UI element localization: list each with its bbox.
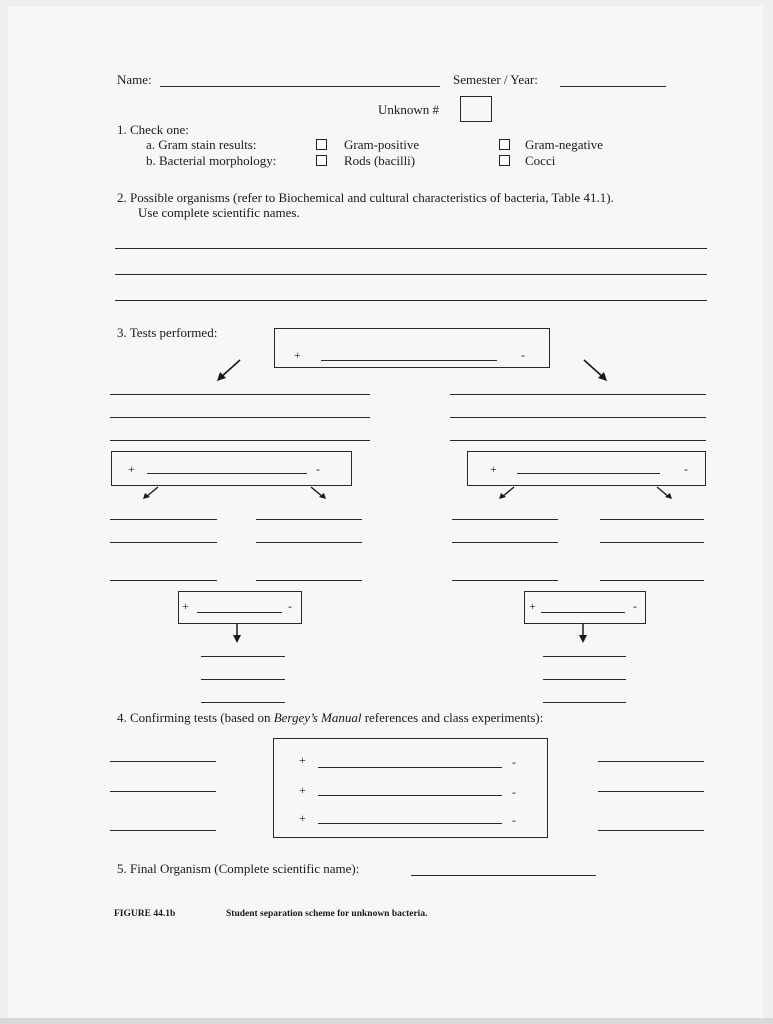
plus-sign: + xyxy=(490,462,497,476)
minus-sign: - xyxy=(316,462,320,476)
left-test-line-1[interactable] xyxy=(110,394,370,395)
arrow-down-right-icon xyxy=(580,358,610,384)
bottom-edge xyxy=(0,1018,773,1024)
confirm-right-line-3[interactable] xyxy=(598,830,704,831)
gram-stain-label: a. Gram stain results: xyxy=(146,137,257,152)
minus-sign: - xyxy=(512,755,516,769)
result-line[interactable] xyxy=(543,679,626,680)
q2-line1: 2. Possible organisms (refer to Biochemical and cultural characteristics of bacteria, Table 41.1). xyxy=(117,190,614,205)
confirming-test-field-2[interactable] xyxy=(318,795,502,796)
cocci-label: Cocci xyxy=(525,153,556,168)
plus-sign: + xyxy=(294,348,301,362)
semester-field[interactable] xyxy=(560,86,666,87)
q1-title: 1. Check one: xyxy=(117,122,189,137)
confirm-left-line-3[interactable] xyxy=(110,830,216,831)
test-field-small-left[interactable] xyxy=(197,612,282,613)
branch-line[interactable] xyxy=(600,580,704,581)
cocci-checkbox[interactable] xyxy=(499,155,510,166)
branch-line[interactable] xyxy=(110,519,217,520)
plus-sign: + xyxy=(299,753,306,767)
q4-title-start: 4. Confirming tests (based on xyxy=(117,710,274,725)
final-organism-field[interactable] xyxy=(411,875,596,876)
gram-negative-label: Gram-negative xyxy=(525,137,603,152)
confirm-left-line-2[interactable] xyxy=(110,791,216,792)
result-line[interactable] xyxy=(543,656,626,657)
test-box-small-right xyxy=(524,591,646,624)
organism-line-2[interactable] xyxy=(115,274,707,275)
q4-title xyxy=(117,710,543,725)
name-label: Name: xyxy=(117,72,152,87)
unknown-number-box[interactable] xyxy=(460,96,492,122)
minus-sign: - xyxy=(521,348,525,362)
q2-line2: Use complete scientific names. xyxy=(138,205,300,220)
branch-line[interactable] xyxy=(600,519,704,520)
confirm-right-line-1[interactable] xyxy=(598,761,704,762)
confirming-test-field-1[interactable] xyxy=(318,767,502,768)
test-field-small-right[interactable] xyxy=(541,612,625,613)
result-line[interactable] xyxy=(201,679,285,680)
gram-positive-checkbox[interactable] xyxy=(316,139,327,150)
minus-sign: - xyxy=(684,462,688,476)
q4-title-manual: Bergey’s Manual xyxy=(273,710,362,725)
plus-sign: + xyxy=(299,783,306,797)
minus-sign: - xyxy=(512,813,516,827)
gram-negative-checkbox[interactable] xyxy=(499,139,510,150)
branch-line[interactable] xyxy=(110,580,217,581)
right-test-line-1[interactable] xyxy=(450,394,706,395)
result-line[interactable] xyxy=(543,702,626,703)
minus-sign: - xyxy=(512,785,516,799)
organism-line-1[interactable] xyxy=(115,248,707,249)
unknown-label: Unknown # xyxy=(378,102,440,117)
plus-sign: + xyxy=(299,811,306,825)
plus-sign: + xyxy=(128,462,135,476)
morphology-label: b. Bacterial morphology: xyxy=(146,153,277,168)
branch-line[interactable] xyxy=(256,580,362,581)
organism-line-3[interactable] xyxy=(115,300,707,301)
test-box-right xyxy=(467,451,706,486)
confirming-test-field-3[interactable] xyxy=(318,823,502,824)
branch-line[interactable] xyxy=(110,542,217,543)
minus-sign: - xyxy=(633,599,637,613)
test-field-right[interactable] xyxy=(517,473,660,474)
gram-positive-label: Gram-positive xyxy=(344,137,420,152)
figure-caption: Student separation scheme for unknown bacteria. xyxy=(226,909,428,919)
left-test-line-3[interactable] xyxy=(110,440,370,441)
branch-line[interactable] xyxy=(452,519,558,520)
test-field-main[interactable] xyxy=(321,360,497,361)
left-test-line-2[interactable] xyxy=(110,417,370,418)
right-test-line-2[interactable] xyxy=(450,417,706,418)
test-box-main xyxy=(274,328,550,368)
name-field[interactable] xyxy=(160,86,440,87)
arrow-down-icon xyxy=(577,622,589,644)
rods-label: Rods (bacilli) xyxy=(344,153,416,168)
confirm-right-line-2[interactable] xyxy=(598,791,704,792)
q4-title-end: references and class experiments): xyxy=(361,710,544,725)
branch-line[interactable] xyxy=(452,542,558,543)
confirm-left-line-1[interactable] xyxy=(110,761,216,762)
q5-title: 5. Final Organism (Complete scientific name): xyxy=(117,861,360,876)
arrow-down-left-icon xyxy=(141,485,161,501)
rods-checkbox[interactable] xyxy=(316,155,327,166)
test-field-left[interactable] xyxy=(147,473,307,474)
branch-line[interactable] xyxy=(452,580,558,581)
arrow-down-right-icon xyxy=(654,485,674,501)
arrow-down-left-icon xyxy=(497,485,517,501)
branch-line[interactable] xyxy=(256,542,362,543)
plus-sign: + xyxy=(529,599,536,613)
right-test-line-3[interactable] xyxy=(450,440,706,441)
test-box-small-left xyxy=(178,591,302,624)
plus-sign: + xyxy=(182,599,189,613)
semester-label: Semester / Year: xyxy=(453,72,538,87)
figure-label: FIGURE 44.1b xyxy=(114,909,176,919)
minus-sign: - xyxy=(288,599,292,613)
branch-line[interactable] xyxy=(256,519,362,520)
q3-title: 3. Tests performed: xyxy=(117,325,218,340)
arrow-down-right-icon xyxy=(308,485,328,501)
branch-line[interactable] xyxy=(600,542,704,543)
arrow-down-left-icon xyxy=(214,358,244,384)
arrow-down-icon xyxy=(231,622,243,644)
result-line[interactable] xyxy=(201,656,285,657)
result-line[interactable] xyxy=(201,702,285,703)
